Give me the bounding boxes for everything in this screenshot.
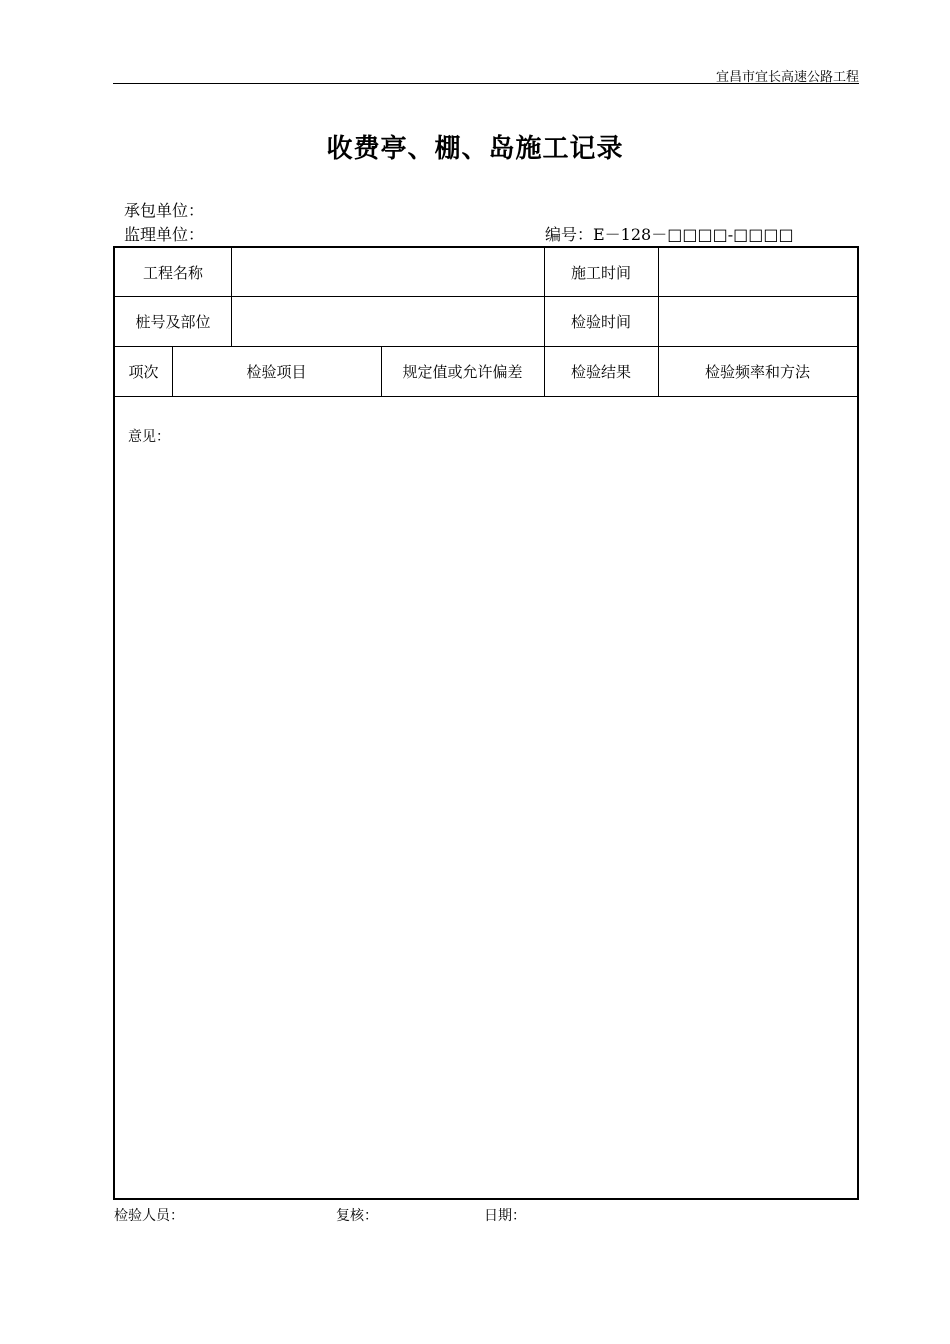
- project-header: 宜昌市宜长高速公路工程: [715, 70, 859, 85]
- record-form: [113, 246, 859, 1200]
- project-name-field[interactable]: [231, 248, 544, 296]
- review-label: 复核：: [336, 1208, 378, 1224]
- inspector-label: 检验人员：: [114, 1208, 184, 1224]
- station-location-label: 桩号及部位: [135, 312, 211, 331]
- column-header-result: 检验结果: [570, 362, 631, 381]
- contractor-label: 承包单位：: [124, 201, 205, 220]
- row-divider: [115, 396, 857, 397]
- column-header-frequency-method: 检验频率和方法: [704, 362, 810, 381]
- construction-time-field[interactable]: [658, 248, 857, 296]
- column-header-tolerance: 规定值或允许偏差: [402, 362, 523, 381]
- opinion-label: 意见：: [128, 429, 170, 445]
- page-title: 收费亭、棚、岛施工记录: [326, 134, 624, 164]
- project-name-label: 工程名称: [142, 263, 203, 282]
- column-header-item-no: 项次: [128, 362, 159, 381]
- supervisor-label: 监理单位：: [124, 225, 205, 244]
- inspection-time-label: 检验时间: [570, 312, 631, 331]
- record-code: 编号：E－128－□□□□-□□□□: [545, 225, 794, 244]
- station-location-field[interactable]: [231, 296, 544, 346]
- inspection-time-field[interactable]: [658, 296, 857, 346]
- header-divider: [113, 83, 859, 84]
- column-header-inspection-item: 检验项目: [246, 362, 307, 381]
- construction-time-label: 施工时间: [570, 263, 631, 282]
- date-label: 日期：: [484, 1208, 526, 1224]
